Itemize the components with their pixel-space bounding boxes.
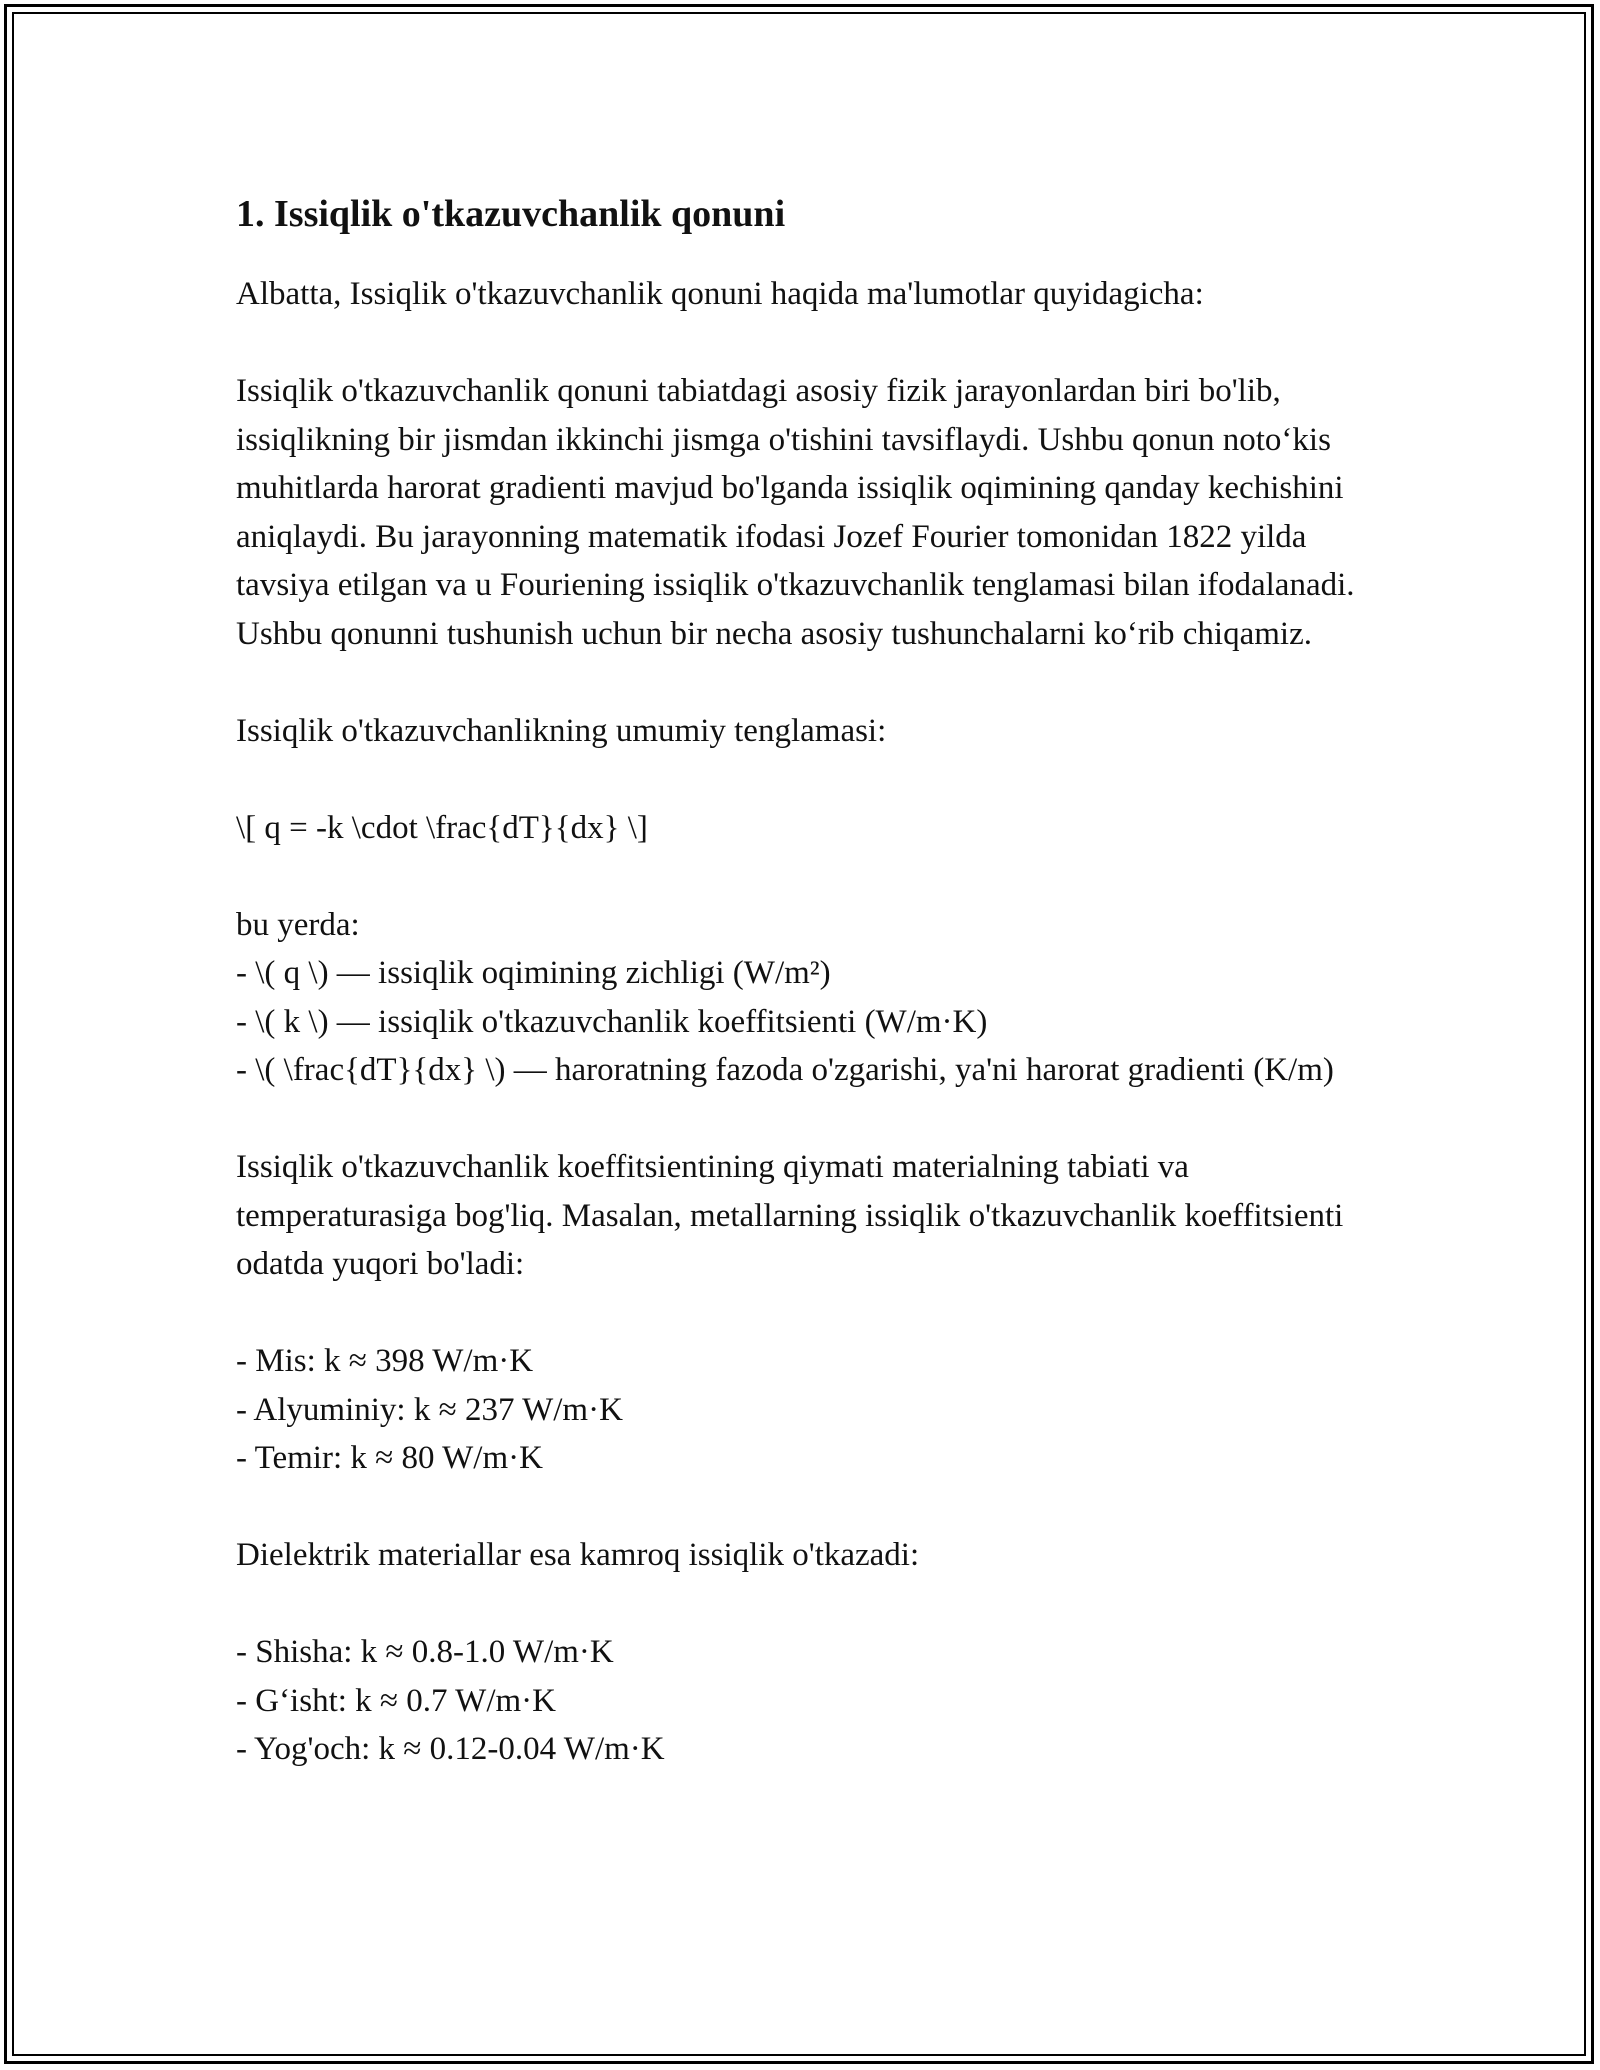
metals-list (236, 1337, 1366, 1483)
where-item-gradient: - \( \frac{dT}{dx} \) — haroratning fazoda o'zgarishi, ya'ni harorat gradienti (K/m) (236, 1052, 1334, 1088)
equation: \[ q = -k \cdot \frac{dT}{dx} \] (236, 809, 648, 846)
where-item-q: - \( q \) — issiqlik oqimining zichligi (W/m²) (236, 955, 831, 991)
equation-label: Issiqlik o'tkazuvchanlikning umumiy tenglamasi: (236, 712, 887, 749)
coefficient-paragraph: Issiqlik o'tkazuvchanlik koeffitsientining qiymati materialning tabiati va temperaturasiga bog'liq. Masalan, metallarning issiqlik o'tkazuvchanlik koeffitsienti odatda yuqori bo'ladi: (236, 1149, 1344, 1282)
list-item: - Yog'och: k ≈ 0.12-0.04 W/m·K (236, 1731, 665, 1767)
where-item-k: - \( k \) — issiqlik o'tkazuvchanlik koeffitsienti (W/m·K) (236, 1003, 988, 1040)
list-item: - Mis: k ≈ 398 W/m·K (236, 1343, 534, 1379)
document-body (236, 186, 1366, 1822)
dielectrics-list (236, 1628, 1366, 1774)
where-list (236, 901, 1366, 1095)
intro-paragraph: Albatta, Issiqlik o'tkazuvchanlik qonuni haqida ma'lumotlar quyidagicha: (236, 276, 1204, 312)
list-item: - G‘isht: k ≈ 0.7 W/m·K (236, 1682, 556, 1719)
section-heading: 1. Issiqlik o'tkazuvchanlik qonuni (236, 193, 786, 235)
dielectric-intro: Dielektrik materiallar esa kamroq issiqlik o'tkazadi: (236, 1537, 920, 1573)
list-item: - Shisha: k ≈ 0.8-1.0 W/m·K (236, 1634, 614, 1670)
main-paragraph: Issiqlik o'tkazuvchanlik qonuni tabiatdagi asosiy fizik jarayonlardan biri bo'lib, issiqlikning bir jismdan ikkinchi jismga o'tishini tavsiflaydi. Ushbu qonun noto‘kis muhitlarda harorat gradienti mavjud bo'lganda issiqlik oqimining qanday kechishini aniqlaydi. Bu jarayonning matematik ifodasi Jozef Fourier tomonidan 1822 yilda tavsiya etilgan va u Fouriening issiqlik o'tkazuvchanlik tenglamasi bilan ifodalanadi. Ushbu qonunni tushunish uchun bir necha asosiy tushunchalarni ko‘rib chiqamiz. (236, 373, 1355, 652)
list-item: - Alyuminiy: k ≈ 237 W/m·K (236, 1391, 623, 1428)
list-item: - Temir: k ≈ 80 W/m·K (236, 1440, 543, 1476)
where-title: bu yerda: (236, 906, 360, 943)
